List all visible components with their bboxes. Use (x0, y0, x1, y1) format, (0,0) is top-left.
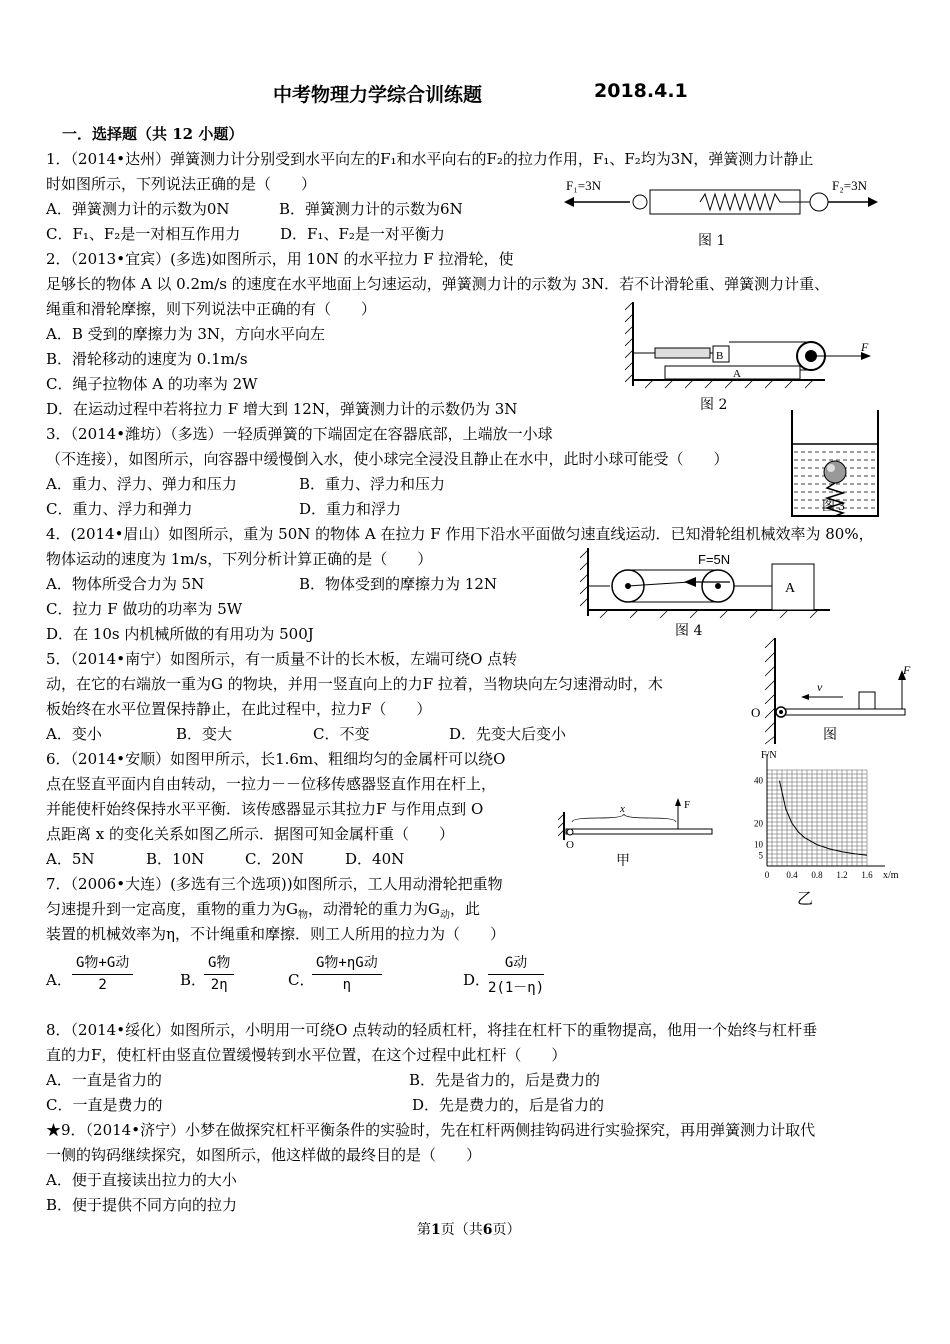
q2-option-c: C．绳子拉物体 A 的功率为 2W (46, 375, 258, 393)
chart-y-tick-label: 10 (754, 839, 763, 850)
q6-stem-line1: 6．（2014•安顺）如图甲所示，长1.6m、粗细均匀的金属杆可以绕O (46, 750, 506, 768)
q7-option-c-fraction: G物+ηG动 η (312, 952, 382, 993)
doc-date: 2018.4.1 (594, 80, 688, 102)
q2-option-d: D．在运动过程中若将拉力 F 增大到 12N，弹簧测力计的示数仍为 3N (46, 400, 518, 418)
q2-fig-b-label: B (716, 350, 724, 362)
figure-3-container (790, 410, 880, 518)
chart-y-axis-label: F/N (761, 750, 777, 761)
q9-option-a: A．便于直接读出拉力的大小 (46, 1171, 237, 1189)
q2-fig-f-label: F (861, 340, 869, 354)
q8-stem-line2: 直的力F，使杠杆由竖直位置缓慢转到水平位置，在这个过程中此杠杆（ ） (46, 1046, 567, 1064)
q1-stem-line1: 1．（2014•达州）弹簧测力计分别受到水平向左的F₁和水平向右的F₂的拉力作用，F₁、F₂均为3N，弹簧测力计静止 (46, 150, 814, 168)
figure-2-caption: 图 2 (700, 397, 728, 413)
q5-fig-v-label: v (817, 680, 823, 694)
q7-stem-line2: 匀速提升到一定高度，重物的重力为$G_物$，动滑轮的重力为$G_动$，此 (46, 900, 480, 921)
q2-stem-line2: 足够长的物体 A 以 0.2m/s 的速度在水平地面上匀速运动，弹簧测力计的示数为 3N．若不计滑轮重、弹簧测力计重、 (46, 275, 830, 293)
q1-option-d: D．F₁、F₂是一对平衡力 (280, 225, 445, 243)
q7-option-b-fraction: G物 2η (204, 952, 234, 993)
doc-title: 中考物理力学综合训练题 (273, 84, 483, 106)
q6-stem-line3: 并能使杆始终保持水平平衡．该传感器显示其拉力F 与作用点到 O (46, 800, 484, 818)
figure-6b-force-distance-chart (735, 748, 907, 888)
figure-4-pulley-block (580, 546, 835, 622)
chart-grid (767, 770, 867, 866)
q6-option-c: C．20N (245, 850, 304, 868)
q3-option-b: B．重力、浮力和压力 (299, 475, 446, 493)
q5-stem-line1: 5．（2014•南宁）如图所示，有一质量不计的长木板，左端可绕O 点转 (46, 650, 518, 668)
q6-option-d: D．40N (345, 850, 405, 868)
chart-y-tick-label: 5 (758, 850, 763, 861)
q7-option-d-fraction: G动 2(1－η) (488, 952, 544, 997)
q1-option-c: C．F₁、F₂是一对相互作用力 (46, 225, 241, 243)
q5-fig-f-label: F (903, 663, 911, 677)
q3-option-d: D．重力和浮力 (299, 500, 402, 518)
q8-option-d: D．先是费力的，后是省力的 (412, 1096, 605, 1114)
q9-option-b: B．便于提供不同方向的拉力 (46, 1196, 238, 1214)
q4-stem-line2: 物体运动的速度为 1m/s，下列分析计算正确的是（ ） (46, 550, 433, 568)
figure-5-caption: 图 (823, 727, 837, 743)
q4-option-a: A．物体所受合力为 5N (46, 575, 205, 593)
q4-fig-a-label: A (785, 581, 796, 596)
q5-option-b: B．变大 (176, 725, 233, 743)
q5-fig-o-label: O (751, 705, 761, 720)
figure-1-spring-scale (560, 176, 880, 226)
figure-6a-caption: 甲 (616, 853, 630, 869)
q2-stem-line1: 2．（2013•宜宾）(多选)如图所示，用 10N 的水平拉力 F 拉滑轮，使 (46, 250, 514, 268)
q6-option-b: B．10N (146, 850, 205, 868)
q6-fig-o-label: O (566, 839, 574, 851)
q3-stem-line1: 3．（2014•潍坊）（多选）一轻质弹簧的下端固定在容器底部，上端放一小球 (46, 425, 553, 443)
q6-fig-x-label: x (620, 803, 625, 815)
figure-3-caption: 图 3 (822, 498, 845, 513)
q3-option-a: A．重力、浮力、弹力和压力 (46, 475, 237, 493)
q7-option-b-label: B． (180, 971, 207, 989)
q1-option-b: B．弹簧测力计的示数为6N (279, 200, 463, 218)
q8-option-a: A．一直是省力的 (46, 1071, 162, 1089)
figure-2-pulley-setup (625, 300, 880, 390)
q7-stem-line3: 装置的机械效率为η，不计绳重和摩擦．则工人所用的拉力为（ ） (46, 925, 505, 943)
q3-stem-line2: （不连接），如图所示，向容器中缓慢倒入水，使小球完全浸没且静止在水中，此时小球可能受（ ） (46, 450, 729, 468)
q1-stem-line2: 时如图所示，下列说法正确的是（ ） (46, 175, 317, 193)
figure-1-caption: 图 1 (698, 233, 726, 249)
chart-x-tick-label: 1.6 (861, 870, 873, 880)
q5-stem-line2: 动，在它的右端放一重为G 的物块，并用一竖直向上的力F 拉着，当物块向左匀速滑动时，木 (46, 675, 663, 693)
q4-fig-f-label: F=5N (698, 552, 731, 567)
q5-option-d: D．先变大后变小 (449, 725, 567, 743)
q6-stem-line2: 点在竖直平面内自由转动，一拉力－－位移传感器竖直作用在杆上， (46, 775, 497, 793)
figure-4-caption: 图 4 (675, 623, 703, 639)
q7-option-a-fraction: G物+G动 2 (72, 952, 133, 993)
chart-x-tick-label: 1.2 (836, 870, 848, 880)
q8-option-b: B．先是省力的，后是费力的 (409, 1071, 601, 1089)
q4-option-d: D．在 10s 内机械所做的有用功为 500J (46, 625, 314, 643)
q6-fig-f-label: F (684, 799, 691, 811)
section-heading: 一．选择题（共 12 小题） (62, 125, 244, 143)
chart-y-tick-label: 40 (754, 775, 763, 786)
q5-option-c: C．不变 (313, 725, 370, 743)
figure-6b-caption: 乙 (797, 889, 814, 908)
chart-x-tick-label: 0.4 (786, 870, 798, 880)
chart-x-axis-label: x/m (883, 870, 899, 881)
q7-option-d-label: D． (463, 971, 491, 989)
q1-fig-f2-label: F₂=3N (832, 178, 867, 193)
q4-option-b: B．物体受到的摩擦力为 12N (299, 575, 498, 593)
q5-stem-line3: 板始终在水平位置保持静止，在此过程中，拉力F（ ） (46, 700, 432, 718)
q8-option-c: C．一直是费力的 (46, 1096, 163, 1114)
q6-option-a: A．5N (46, 850, 95, 868)
figure-6a-metal-rod (558, 792, 718, 852)
q2-option-a: A．B 受到的摩擦力为 3N，方向水平向左 (46, 325, 326, 343)
chart-x-tick-label: 0 (764, 870, 770, 880)
q8-stem-line1: 8．（2014•绥化）如图所示，小明用一可绕O 点转动的轻质杠杆，将挂在杠杆下的重物提高，他用一个始终与杠杆垂 (46, 1021, 818, 1039)
q7-stem-line1: 7．（2006•大连）(多选有三个选项))如图所示，工人用动滑轮把重物 (46, 875, 503, 893)
page-footer: 第1页（共6页） (417, 1222, 521, 1238)
q2-fig-a-label: A (733, 368, 741, 380)
q3-option-c: C．重力、浮力和弹力 (46, 500, 193, 518)
q1-fig-f1-label: F₁=3N (566, 178, 601, 193)
q7-option-c-label: C． (288, 971, 315, 989)
chart-y-tick-label: 20 (754, 818, 763, 829)
q9-stem-line2: 一侧的钩码继续探究，如图所示，他这样做的最终目的是（ ） (46, 1146, 482, 1164)
q2-option-b: B．滑轮移动的速度为 0.1m/s (46, 350, 248, 368)
q6-stem-line4: 点距离 x 的变化关系如图乙所示．据图可知金属杆重（ ） (46, 825, 454, 843)
q7-option-a-label: A． (46, 971, 72, 989)
chart-x-tick-label: 0.8 (811, 870, 823, 880)
q4-stem-line1: 4．(2014•眉山）如图所示，重为 50N 的物体 A 在拉力 F 作用下沿水平面做匀速直线运动．已知滑轮组机械效率为 80%， (46, 525, 874, 543)
q4-option-c: C．拉力 F 做功的功率为 5W (46, 600, 243, 618)
q9-stem-line1: ★9．（2014•济宁）小梦在做探究杠杆平衡条件的实验时，先在杠杆两侧挂钩码进行实验探究，再用弹簧测力计取代 (46, 1121, 816, 1139)
q1-option-a: A．弹簧测力计的示数为0N (46, 200, 230, 218)
q2-stem-line3: 绳重和滑轮摩擦，则下列说法中正确的有（ ） (46, 300, 377, 318)
q5-option-a: A．变小 (46, 725, 102, 743)
